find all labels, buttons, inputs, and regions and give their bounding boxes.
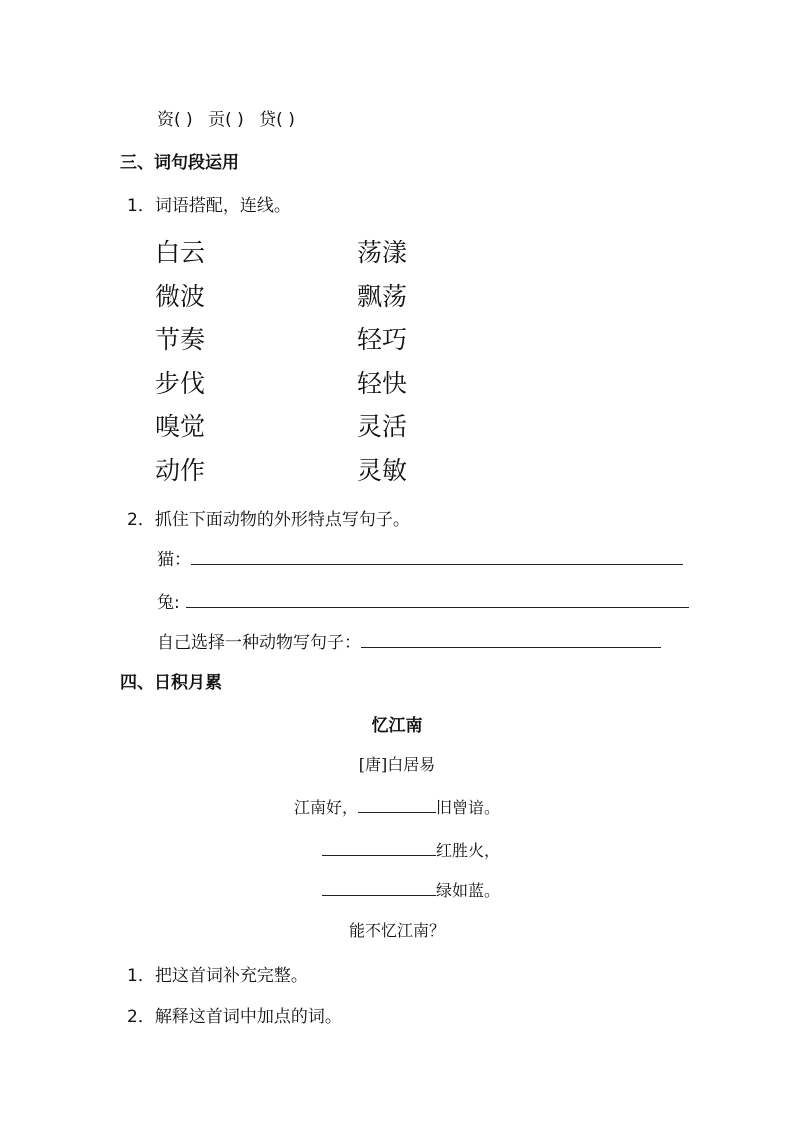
- poem-blank-3[interactable]: [322, 881, 436, 896]
- left-word[interactable]: 节奏: [155, 325, 206, 354]
- left-word[interactable]: 微波: [155, 282, 206, 311]
- right-word[interactable]: 灵敏: [357, 456, 408, 485]
- right-word[interactable]: 灵活: [357, 412, 408, 441]
- poem-title: 忆江南: [371, 716, 423, 736]
- left-word[interactable]: 嗅觉: [155, 412, 206, 441]
- section4-question-2: 2．解释这首词中加点的词。: [127, 1007, 342, 1027]
- section3-question-2: 2．抓住下面动物的外形特点写句子。: [127, 510, 410, 530]
- cat-label: 猫：: [157, 550, 191, 570]
- char-item-gong: 贡( ): [208, 110, 244, 130]
- poem-line-2-end: 红胜火，: [436, 841, 501, 860]
- section3-question-1: 1．词语搭配，连线。: [127, 196, 291, 216]
- poem-line-2: [322, 838, 500, 861]
- section4-heading: 四、日积月累: [120, 673, 222, 693]
- poem-line-1: [0, 795, 794, 818]
- right-word[interactable]: 轻快: [357, 369, 408, 398]
- right-word[interactable]: 荡漾: [357, 238, 408, 267]
- char-item-dai: 贷( ): [259, 110, 295, 130]
- poem-line-3-end: 绿如蓝。: [436, 881, 501, 900]
- choose-animal-blank[interactable]: [361, 633, 661, 648]
- poem-line-3: [322, 878, 500, 901]
- poem-author: [唐]白居易: [358, 755, 436, 774]
- char-item-zi: 资( ): [157, 110, 193, 130]
- left-word[interactable]: 动作: [155, 456, 206, 485]
- choose-animal-label: 自己选择一种动物写句子：: [157, 633, 361, 653]
- cat-answer-blank[interactable]: [191, 550, 683, 565]
- rabbit-label: 兔:: [157, 593, 180, 613]
- rabbit-answer-blank[interactable]: [186, 593, 689, 608]
- poem-line-1-start: 江南好，: [293, 798, 358, 817]
- left-word[interactable]: 白云: [155, 238, 206, 267]
- poem-line-4: 能不忆江南？: [348, 921, 445, 940]
- choose-animal-row: [157, 628, 661, 653]
- rabbit-answer-row: [157, 588, 689, 613]
- left-word[interactable]: 步伐: [155, 369, 206, 398]
- cat-answer-row: [157, 545, 683, 570]
- poem-blank-2[interactable]: [322, 841, 436, 856]
- right-word[interactable]: 轻巧: [357, 325, 408, 354]
- poem-blank-1[interactable]: [358, 798, 436, 813]
- character-row: [157, 105, 295, 130]
- section3-heading: 三、词句段运用: [120, 153, 239, 173]
- right-word[interactable]: 飘荡: [357, 282, 408, 311]
- poem-line-1-end: 旧曾谙。: [436, 798, 501, 817]
- section4-question-1: 1．把这首词补充完整。: [127, 966, 308, 986]
